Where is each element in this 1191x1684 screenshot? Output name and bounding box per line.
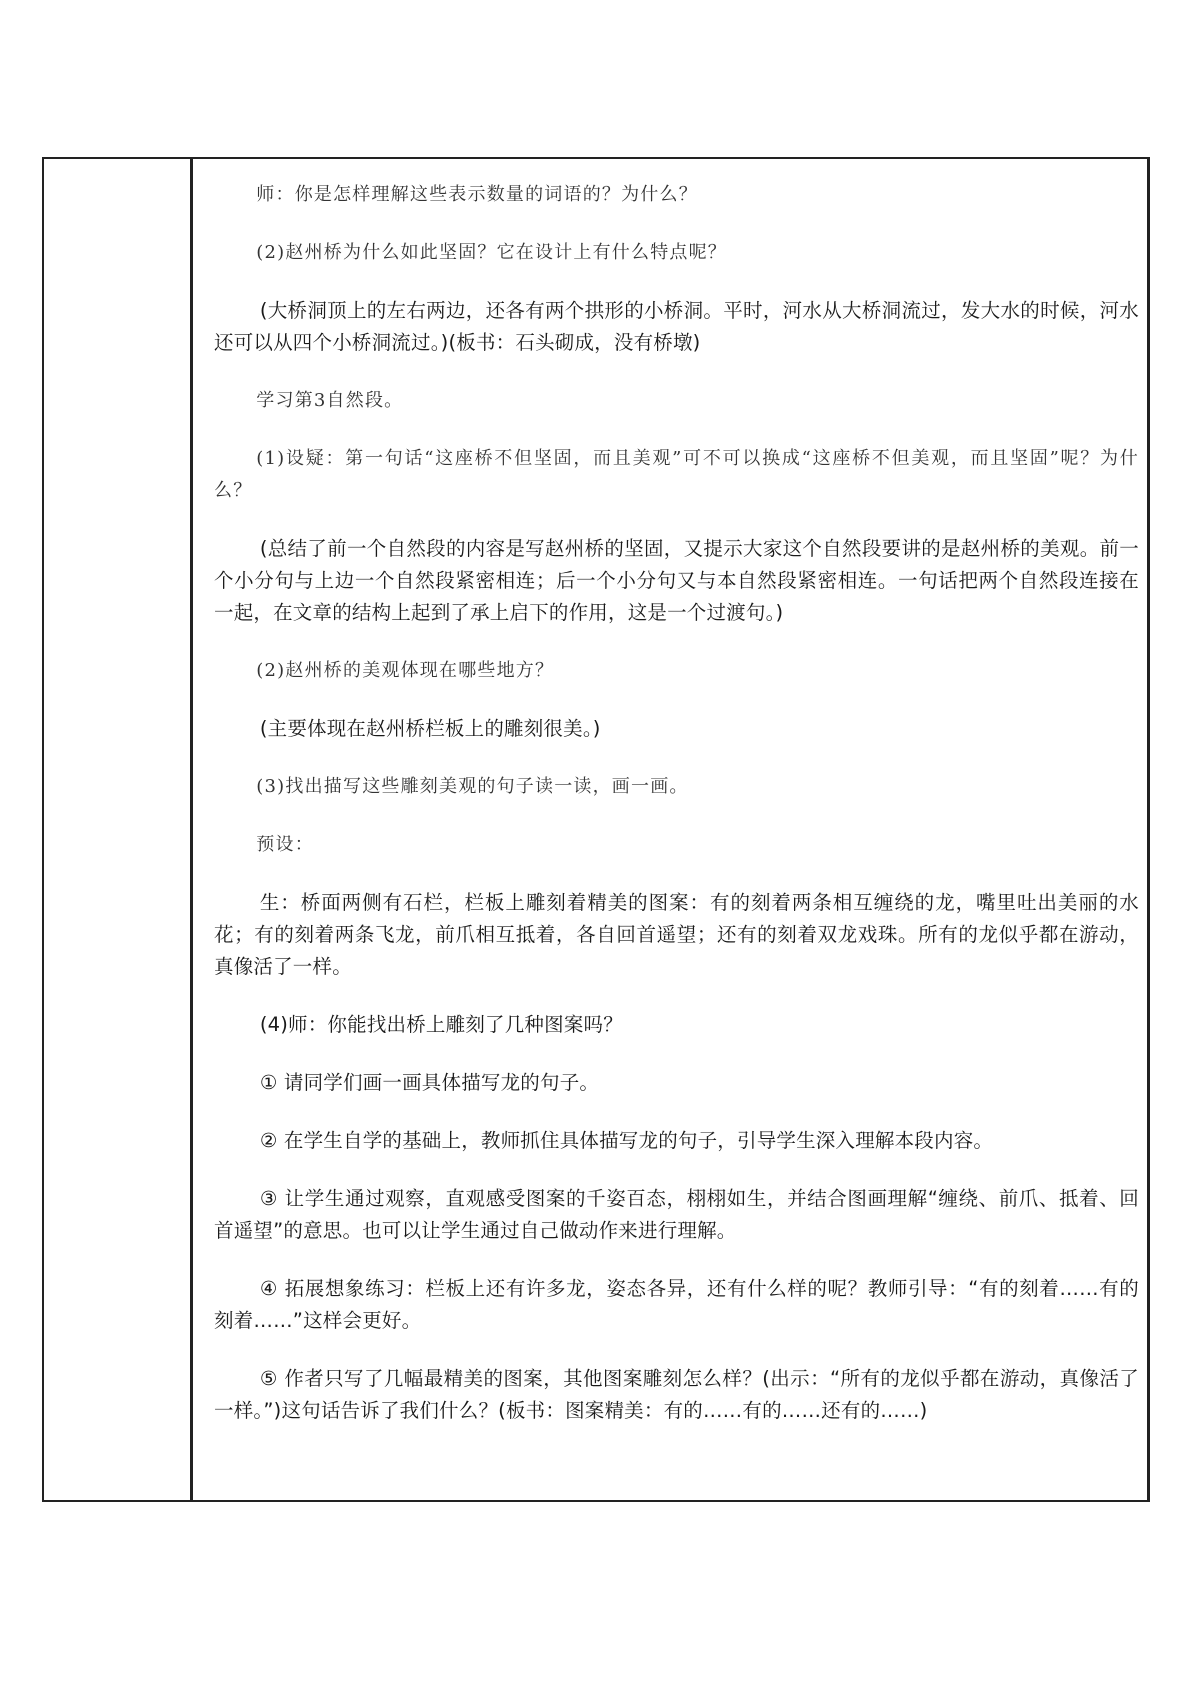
paragraph-student-answer: 生：桥面两侧有石栏，栏板上雕刻着精美的图案：有的刻着两条相互缠绕的龙，嘴里吐出美丽的水花；有的刻着两条飞龙，前爪相互抵着，各自回首遥望；还有的刻着双龙戏珠。所有的龙似乎都在游动，真像活了一样。 bbox=[214, 891, 1139, 978]
paragraph-question-beauty: (2)赵州桥的美观体现在哪些地方？ bbox=[256, 660, 555, 681]
paragraph-step-3: ③ 让学生通过观察，直观感受图案的千姿百态，栩栩如生，并结合图画理解“缠绕、前爪、抵着、回首遥望”的意思。也可以让学生通过自己做动作来进行理解。 bbox=[214, 1187, 1139, 1242]
paragraph-section-3: 学习第3自然段。 bbox=[256, 390, 404, 411]
paragraph-question-3: (3)找出描写这些雕刻美观的句子读一读，画一画。 bbox=[256, 776, 689, 797]
paragraph-preset-label: 预设： bbox=[256, 834, 314, 855]
paragraph-step-4: ④ 拓展想象练习：栏板上还有许多龙，姿态各异，还有什么样的呢？教师引导：“有的刻着……有的刻着……”这样会更好。 bbox=[214, 1277, 1139, 1332]
table-content-cell bbox=[204, 159, 1147, 1500]
paragraph-answer-2: (大桥洞顶上的左右两边，还各有两个拱形的小桥洞。平时，河水从大桥洞流过，发大水的时候，河水还可以从四个小桥洞流过。)(板书：石头砌成，没有桥墩) bbox=[214, 299, 1139, 354]
paragraph-step-5: ⑤ 作者只写了几幅最精美的图案，其他图案雕刻怎么样？(出示：“所有的龙似乎都在游动，真像活了一样。”)这句话告诉了我们什么？(板书：图案精美：有的……有的……还有的……) bbox=[214, 1367, 1139, 1422]
paragraph-answer-beauty: (主要体现在赵州桥栏板上的雕刻很美。) bbox=[259, 717, 601, 740]
table-left-cell bbox=[44, 159, 193, 1500]
paragraph-question-2: (2)赵州桥为什么如此坚固？它在设计上有什么特点呢？ bbox=[256, 242, 727, 263]
paragraph-step-2: ② 在学生自学的基础上，教师抓住具体描写龙的句子，引导学生深入理解本段内容。 bbox=[259, 1129, 994, 1152]
paragraph-question-4: (4)师：你能找出桥上雕刻了几种图案吗？ bbox=[259, 1013, 623, 1036]
paragraph-question-1: (1)设疑：第一句话“这座桥不但坚固，而且美观”可不可以换成“这座桥不但美观，而且坚固”呢？为什么？ bbox=[214, 448, 1139, 501]
paragraph-teacher-question: 师：你是怎样理解这些表示数量的词语的？为什么？ bbox=[256, 184, 698, 205]
paragraph-step-1: ① 请同学们画一画具体描写龙的句子。 bbox=[259, 1071, 600, 1094]
lesson-table bbox=[42, 157, 1150, 1502]
paragraph-answer-1: (总结了前一个自然段的内容是写赵州桥的坚固，又提示大家这个自然段要讲的是赵州桥的美观。前一个小分句与上边一个自然段紧密相连；后一个小分句又与本自然段紧密相连。一句话把两个自然段连接在一起，在文章的结构上起到了承上启下的作用，这是一个过渡句。) bbox=[214, 537, 1139, 624]
